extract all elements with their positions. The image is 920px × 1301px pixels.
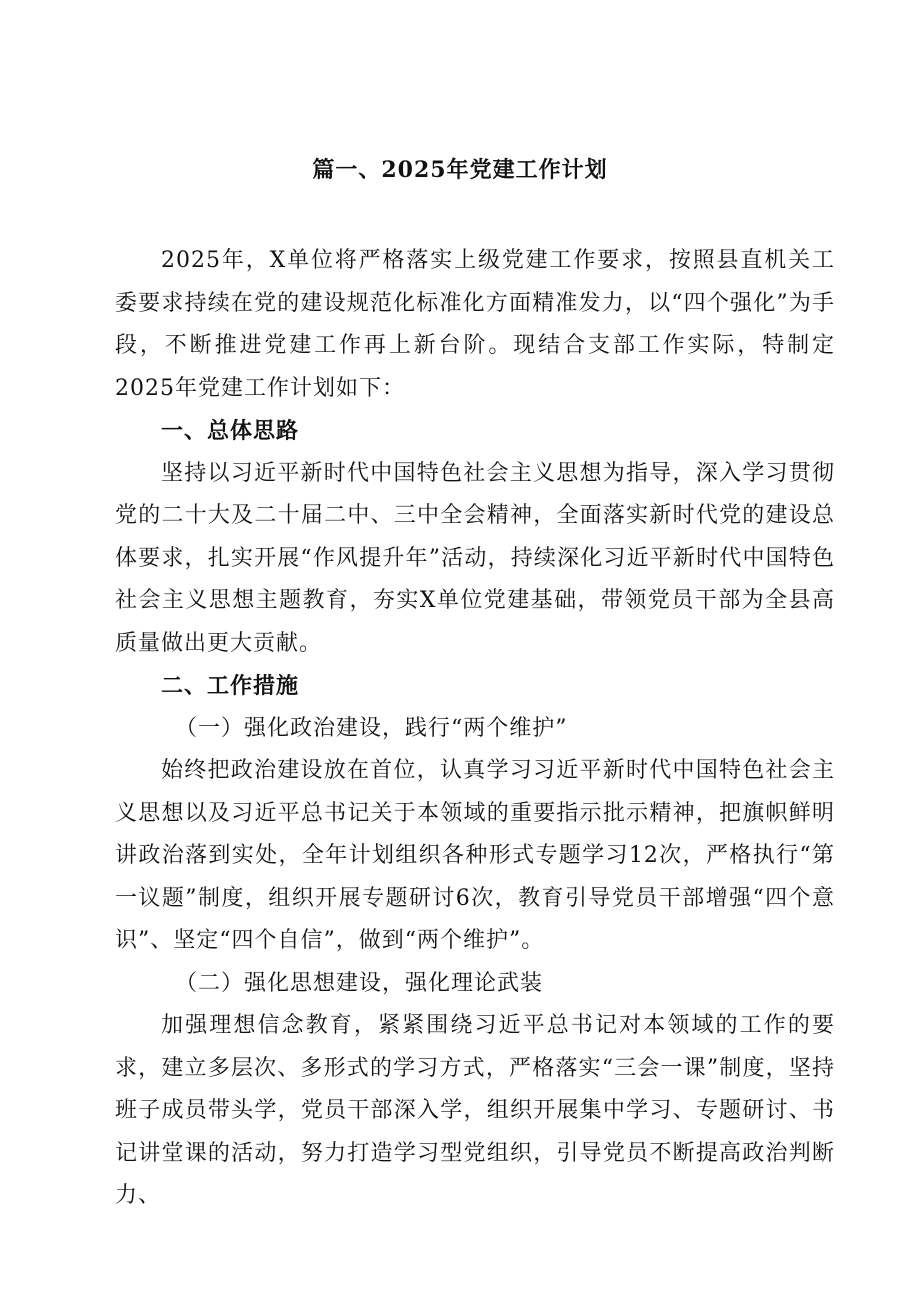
section-heading-work-measures: 二、工作措施 <box>161 673 300 699</box>
intro-paragraph: 2025年，X单位将严格落实上级党建工作要求，按照县直机关工委要求持续在党的建设规范化标准化方面精准发力，以“四个强化”为手段，不断推进党建工作再上新台阶。现结合支部工作实际，特制定2025年党建工作计划如下： <box>115 248 835 401</box>
subsection-heading-ideological-building: （二）强化思想建设，强化理论武装 <box>175 970 544 996</box>
section-paragraph-overall-approach: 坚持以习近平新时代中国特色社会主义思想为指导，深入学习贯彻党的二十大及二十届二中、三中全会精神，全面落实新时代党的建设总体要求，扎实开展“作风提升年”活动，持续深化习近平新时代中国特色社会主义思想主题教育，夯实X单位党建基础，带领党员干部为全县高质量做出更大贡献。 <box>115 460 835 656</box>
document-body <box>115 240 835 1218</box>
section-heading-overall-approach: 一、总体思路 <box>161 418 300 444</box>
subsection-paragraph-ideological-building: 加强理想信念教育，紧紧围绕习近平总书记对本领域的工作的要求，建立多层次、多形式的学习方式，严格落实“三会一课”制度，坚持班子成员带头学，党员干部深入学，组织开展集中学习、专题研讨、书记讲堂课的活动，努力打造学习型党组织，引导党员不断提高政治判断力、 <box>115 1013 835 1208</box>
subsection-heading-political-building: （一）强化政治建设，践行“两个维护” <box>175 715 568 741</box>
document-title: 篇一、2025年党建工作计划 <box>312 157 608 183</box>
subsection-paragraph-political-building: 始终把政治建设放在首位，认真学习习近平新时代中国特色社会主义思想以及习近平总书记关于本领域的重要指示批示精神，把旗帜鲜明讲政治落到实处，全年计划组织各种形式专题学习12次，严格执行“第一议题”制度，组织开展专题研讨6次，教育引导党员干部增强“四个意识”、坚定“四个自信”，做到“两个维护”。 <box>115 758 835 953</box>
